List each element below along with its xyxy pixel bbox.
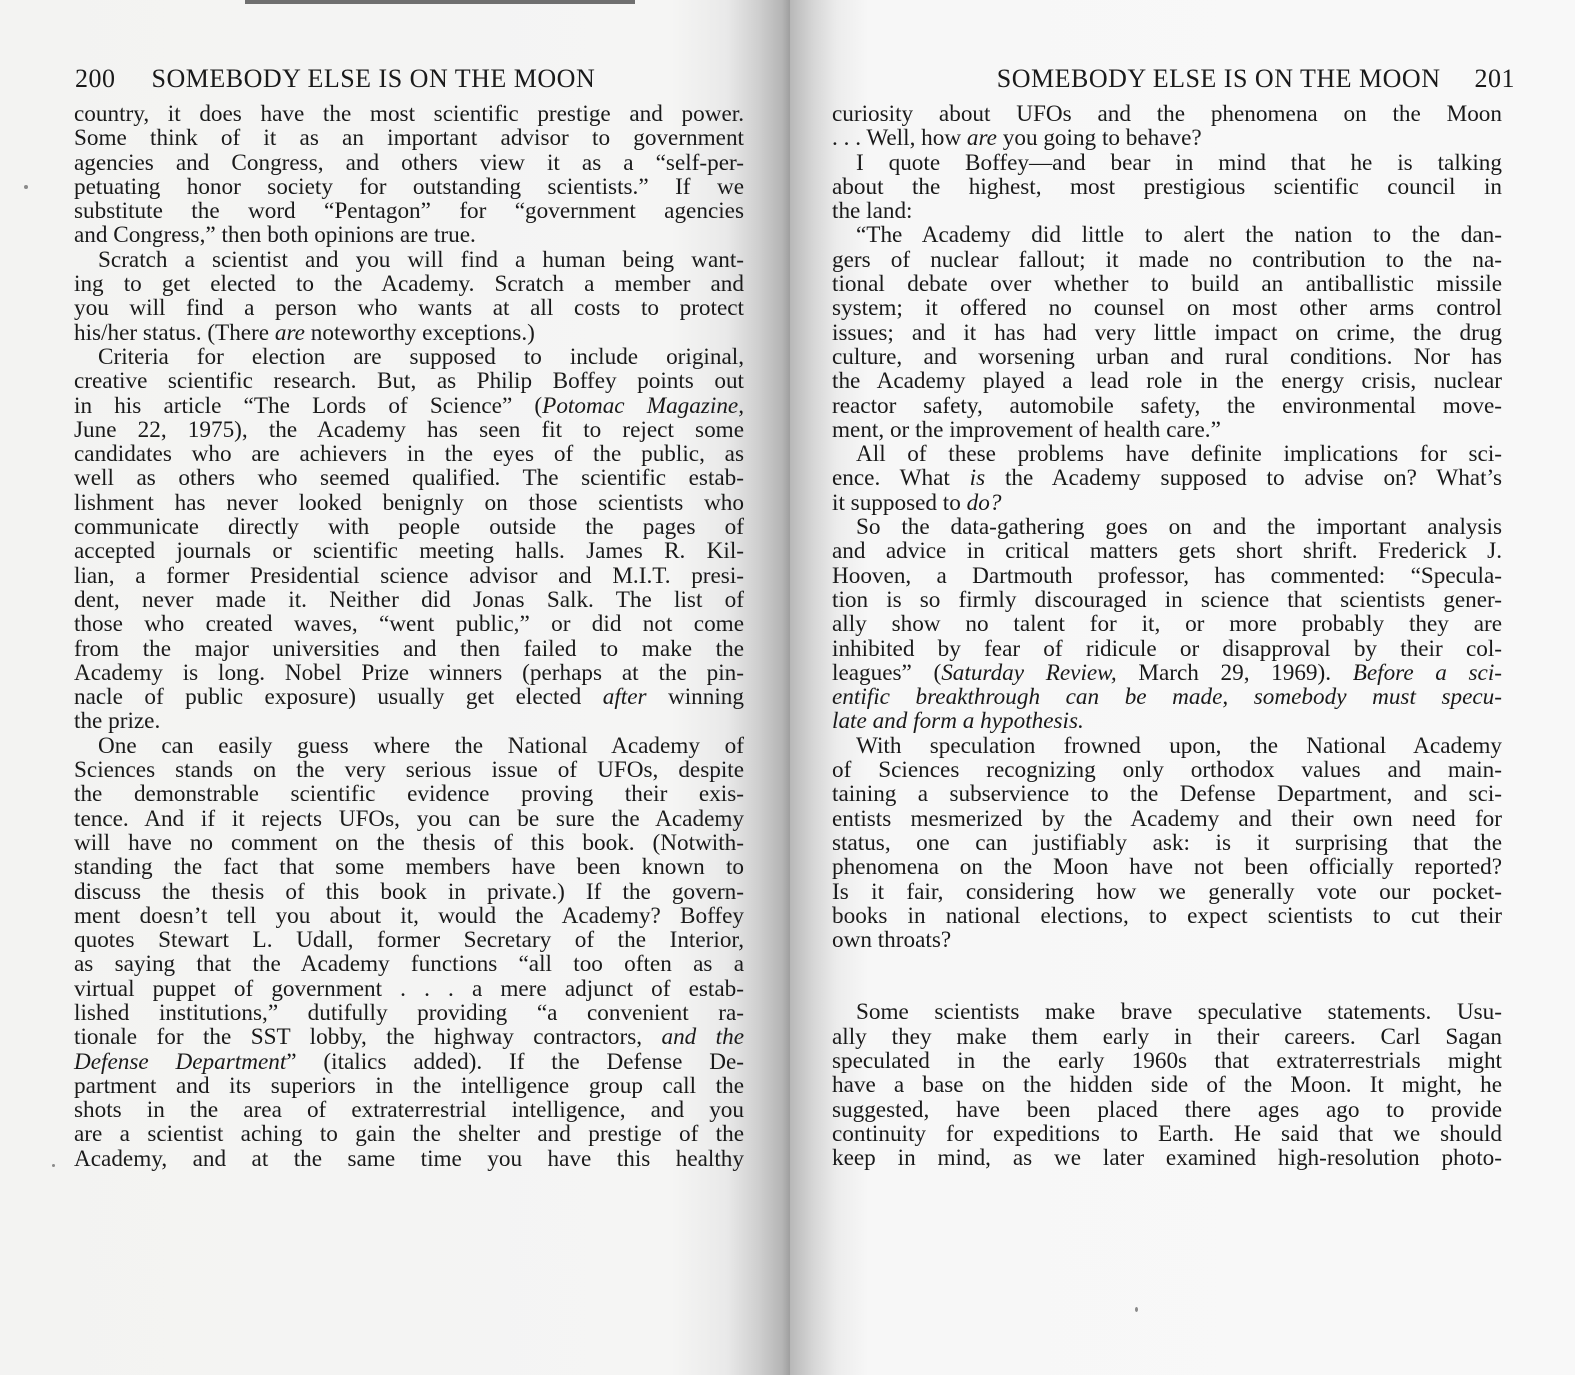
text-line: creative scientific research. But, as Philip Boffey points out bbox=[74, 368, 744, 395]
text-line: and advice in critical matters gets short shrift. Frederick J. bbox=[832, 538, 1502, 565]
text-line: will have no comment on the thesis of this book. (Notwith- bbox=[74, 829, 744, 856]
text-line: ment doesn’t tell you about it, would the Academy? Boffey bbox=[74, 902, 744, 929]
italic-text: do? bbox=[966, 489, 1002, 516]
text-line: One can easily guess where the National Academy of bbox=[98, 732, 744, 759]
text-line: accepted journals or scientific meeting halls. James R. Kil- bbox=[74, 538, 744, 565]
text-line: the land: bbox=[832, 198, 913, 225]
text-line: about the highest, most prestigious scientific council in bbox=[832, 173, 1502, 200]
text-line: leagues” (Saturday Review, March 29, 1969). Before a sci- bbox=[832, 659, 1502, 686]
text-line: taining a subservience to the Defense Department, and sci- bbox=[832, 781, 1502, 808]
italic-text: late and form a hypothesis. bbox=[832, 708, 1084, 735]
print-speck bbox=[1135, 1307, 1138, 1312]
text-line: and Congress,” then both opinions are true. bbox=[74, 222, 476, 249]
text-line: tionale for the SST lobby, the highway contractors, and the bbox=[74, 1024, 744, 1051]
text-line: Some think of it as an important advisor to government bbox=[74, 125, 744, 152]
text-line: phenomena on the Moon have not been officially reported? bbox=[832, 854, 1502, 881]
text-line: agencies and Congress, and others view it as a “self-per- bbox=[74, 149, 744, 176]
text-line: reactor safety, automobile safety, the environmental move- bbox=[832, 392, 1502, 419]
text-line: curiosity about UFOs and the phenomena on the Moon bbox=[832, 101, 1502, 127]
text-line: in his article “The Lords of Science” (Potomac Magazine, bbox=[74, 392, 745, 419]
text-line: of Sciences recognizing only orthodox values and main- bbox=[832, 757, 1502, 784]
text-line: All of these problems have definite implications for sci- bbox=[856, 441, 1502, 468]
text-line: Hooven, a Dartmouth professor, has commented: “Specula- bbox=[832, 562, 1502, 589]
text-line: June 22, 1975), the Academy has seen fit to reject some bbox=[74, 416, 744, 443]
page-number: 200 bbox=[75, 64, 116, 93]
text-line: Sciences stands on the very serious issue of UFOs, despite bbox=[74, 757, 744, 784]
text-line: lishment has never looked benignly on those scientists who bbox=[74, 489, 744, 516]
text-line: ence. What is the Academy supposed to advise on? What’s bbox=[832, 465, 1502, 492]
text-line: issues; and it has had very little impact on crime, the drug bbox=[832, 319, 1502, 346]
text-line: ally show no talent for it, or more probably they are bbox=[832, 611, 1502, 638]
text-line: well as others who seemed qualified. The scientific estab- bbox=[74, 465, 744, 492]
text-line: are a scientist aching to gain the shelter and prestige of the bbox=[74, 1121, 744, 1148]
italic-text: are bbox=[274, 319, 305, 346]
running-title: SOMEBODY ELSE IS ON THE MOON bbox=[996, 64, 1441, 93]
text-line bbox=[832, 709, 1502, 733]
text-line: Is it fair, considering how we generally vote our pocket- bbox=[832, 878, 1502, 905]
text-line: country, it does have the most scientific prestige and power. bbox=[74, 101, 744, 127]
text-line: continuity for expeditions to Earth. He said that we should bbox=[832, 1120, 1502, 1147]
text-line: inhibited by fear of ridicule or disapproval by their col- bbox=[832, 635, 1502, 662]
text-line: books in national elections, to expect scientists to cut their bbox=[832, 902, 1502, 929]
text-line: as saying that the Academy functions “all too often as a bbox=[74, 951, 744, 978]
text-line: tion is so firmly discouraged in science that scientists gener- bbox=[832, 586, 1502, 613]
text-line: culture, and worsening urban and rural conditions. Nor has bbox=[832, 343, 1502, 370]
text-line: Criteria for election are supposed to include original, bbox=[98, 343, 744, 370]
left-page-header bbox=[75, 64, 595, 94]
italic-text: are bbox=[966, 125, 997, 152]
text-line: Academy, and at the same time you have this healthy bbox=[74, 1145, 744, 1172]
text-line: those who created waves, “went public,” or did not come bbox=[74, 611, 744, 638]
text-line: quotes Stewart L. Udall, former Secretary of the Interior, bbox=[74, 927, 744, 954]
text-line: shots in the area of extraterrestrial intelligence, and you bbox=[74, 1097, 744, 1124]
italic-text: is bbox=[969, 465, 986, 492]
text-line: “The Academy did little to alert the nation to the dan- bbox=[856, 222, 1502, 249]
text-line: petuating honor society for outstanding scientists.” If we bbox=[74, 173, 744, 200]
text-line: substitute the word “Pentagon” for “government agencies bbox=[74, 198, 744, 225]
right-page-header bbox=[997, 64, 1515, 94]
italic-text: after bbox=[602, 684, 647, 711]
right-page bbox=[790, 0, 1575, 1375]
text-line: ing to get elected to the Academy. Scratch a member and bbox=[74, 271, 744, 298]
text-line: virtual puppet of government . . . a mere adjunct of estab- bbox=[74, 975, 744, 1002]
text-line: lian, a former Presidential science advisor and M.I.T. presi- bbox=[74, 562, 744, 589]
text-line: the prize. bbox=[74, 708, 161, 735]
text-line: Defense Department” (italics added). If the Defense De- bbox=[74, 1048, 744, 1075]
text-line: keep in mind, as we later examined high-resolution photo- bbox=[832, 1145, 1502, 1172]
print-speck bbox=[24, 185, 28, 189]
running-title: SOMEBODY ELSE IS ON THE MOON bbox=[151, 64, 596, 93]
text-line: the demonstrable scientific evidence proving their exis- bbox=[74, 781, 744, 808]
text-line: dent, never made it. Neither did Jonas Salk. The list of bbox=[74, 586, 744, 613]
text-line: ment, or the improvement of health care.” bbox=[832, 416, 1221, 443]
text-line: standing the fact that some members have been known to bbox=[74, 854, 744, 881]
italic-text: Before a sci- bbox=[1352, 659, 1502, 686]
text-line: So the data-gathering goes on and the important analysis bbox=[856, 514, 1502, 541]
text-line: status, one can justifiably ask: is it surprising that the bbox=[832, 829, 1502, 856]
text-line: you will find a person who wants at all costs to protect bbox=[74, 295, 744, 322]
text-line: from the major universities and then failed to make the bbox=[74, 635, 744, 662]
text-line: ally they make them early in their careers. Carl Sagan bbox=[832, 1023, 1502, 1050]
right-page-body-text bbox=[832, 102, 1502, 1170]
text-line: the Academy played a lead role in the energy crisis, nuclear bbox=[832, 368, 1502, 395]
page-number: 201 bbox=[1474, 64, 1515, 93]
text-line: gers of nuclear fallout; it made no contribution to the na- bbox=[832, 246, 1502, 273]
text-line: speculated in the early 1960s that extraterrestrials might bbox=[832, 1047, 1502, 1074]
italic-text: entific breakthrough can be made, somebody must specu- bbox=[832, 684, 1502, 711]
text-line: Some scientists make brave speculative statements. Usu- bbox=[856, 999, 1502, 1026]
italic-text: and the bbox=[661, 1024, 744, 1051]
text-line: Scratch a scientist and you will find a human being want- bbox=[98, 246, 744, 273]
text-line: his/her status. (There are noteworthy exceptions.) bbox=[74, 319, 535, 346]
text-line: nacle of public exposure) usually get elected after winning bbox=[74, 684, 744, 711]
text-line: entists mesmerized by the Academy and their own need for bbox=[832, 805, 1502, 832]
text-line: . . . Well, how are you going to behave? bbox=[832, 125, 1202, 152]
text-line: lished institutions,” dutifully providing “a convenient ra- bbox=[74, 999, 744, 1026]
italic-text: Defense Department bbox=[74, 1048, 287, 1075]
text-line: Academy is long. Nobel Prize winners (perhaps at the pin- bbox=[74, 659, 744, 686]
text-line bbox=[832, 685, 1502, 709]
text-line: tional debate over whether to build an antiballistic missile bbox=[832, 271, 1502, 298]
section-break bbox=[832, 952, 1502, 1000]
italic-text: Potomac Magazine, bbox=[542, 392, 745, 419]
text-line: it supposed to do? bbox=[832, 489, 1002, 516]
text-line: I quote Boffey—and bear in mind that he is talking bbox=[856, 149, 1502, 176]
left-page-body-text bbox=[74, 102, 744, 1171]
text-line: tence. And if it rejects UFOs, you can be sure the Academy bbox=[74, 805, 744, 832]
text-line: have a base on the hidden side of the Moon. It might, he bbox=[832, 1072, 1502, 1099]
text-line: partment and its superiors in the intelligence group call the bbox=[74, 1072, 744, 1099]
text-line: suggested, have been placed there ages ago to provide bbox=[832, 1096, 1502, 1123]
text-line: discuss the thesis of this book in private.) If the govern- bbox=[74, 878, 744, 905]
text-line: candidates who are achievers in the eyes of the public, as bbox=[74, 441, 744, 468]
text-line: communicate directly with people outside the pages of bbox=[74, 514, 744, 541]
italic-text: Saturday Review, bbox=[941, 659, 1117, 686]
text-line: With speculation frowned upon, the National Academy bbox=[856, 732, 1502, 759]
text-line: own throats? bbox=[832, 927, 952, 954]
print-speck bbox=[52, 1164, 55, 1167]
text-line: system; it offered no counsel on most other arms control bbox=[832, 295, 1502, 322]
